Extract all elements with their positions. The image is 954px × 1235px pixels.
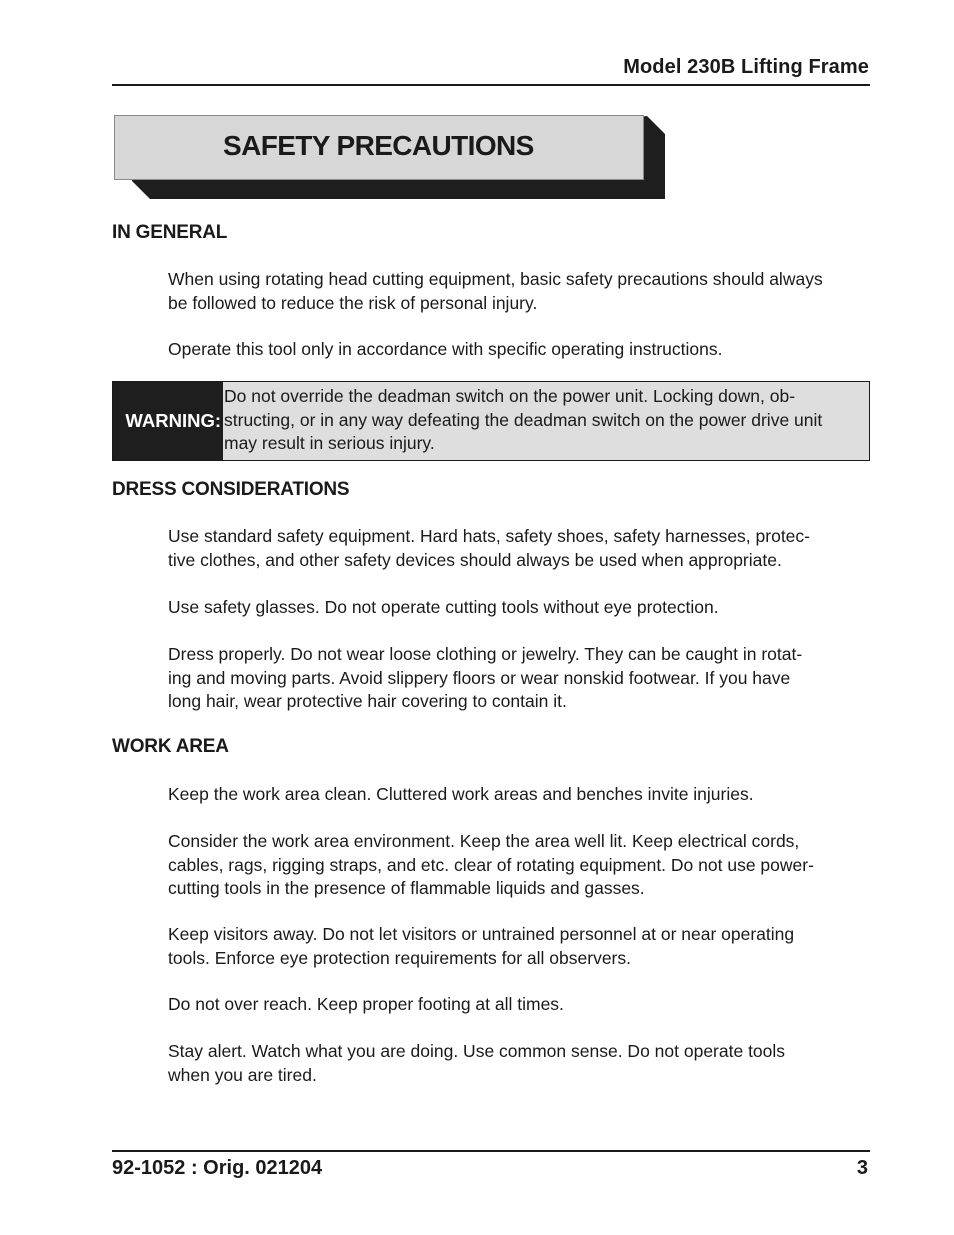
- warning-line: structing, or in any way defeating the deadman switch on the power drive unit: [224, 409, 823, 430]
- document-title: Model 230B Lifting Frame: [623, 56, 869, 78]
- section-banner: [114, 115, 644, 180]
- banner-title: SAFETY PRECAUTIONS: [223, 130, 534, 161]
- warning-box: [112, 381, 870, 461]
- paragraph: [168, 338, 873, 362]
- paragraph: [168, 1040, 873, 1087]
- paragraph-line: long hair, wear protective hair covering to contain it.: [168, 691, 567, 711]
- paragraph-line: Consider the work area environment. Keep the area well lit. Keep electrical cords,: [168, 831, 800, 851]
- paragraph-line: Stay alert. Watch what you are doing. Use common sense. Do not operate tools: [168, 1041, 786, 1061]
- paragraph-line: cables, rags, rigging straps, and etc. clear of rotating equipment. Do not use power-: [168, 854, 814, 875]
- page-number: 3: [856, 1157, 868, 1179]
- paragraph: [168, 268, 873, 315]
- paragraph-line: Use safety glasses. Do not operate cutting tools without eye protection.: [168, 597, 719, 617]
- paragraph: [168, 923, 873, 970]
- paragraph: [168, 525, 873, 572]
- warning-label: WARNING:: [113, 382, 223, 460]
- footer-rule: [112, 1150, 870, 1152]
- paragraph: [168, 830, 873, 901]
- paragraph: [168, 993, 873, 1017]
- heading-work-area: WORK AREA: [112, 736, 229, 757]
- paragraph: [168, 596, 873, 620]
- warning-line: may result in serious injury.: [224, 433, 435, 453]
- paragraph-line: When using rotating head cutting equipment, basic safety precautions should always: [168, 269, 823, 289]
- paragraph-line: tools. Enforce eye protection requirements for all observers.: [168, 947, 631, 968]
- paragraph-line: Keep the work area clean. Cluttered work areas and benches invite injuries.: [168, 784, 754, 804]
- header-rule: [112, 84, 870, 86]
- warning-text: [224, 385, 822, 456]
- paragraph-line: Dress properly. Do not wear loose clothing or jewelry. They can be caught in rotat-: [168, 644, 803, 664]
- paragraph-line: when you are tired.: [168, 1064, 317, 1085]
- paragraph-line: cutting tools in the presence of flammable liquids and gasses.: [168, 878, 645, 898]
- paragraph: [168, 643, 873, 714]
- paragraph-line: Operate this tool only in accordance with specific operating instructions.: [168, 339, 723, 359]
- paragraph-line: Keep visitors away. Do not let visitors or untrained personnel at or near operating: [168, 924, 795, 944]
- paragraph-line: ing and moving parts. Avoid slippery floors or wear nonskid footwear. If you have: [168, 667, 791, 688]
- heading-dress-considerations: DRESS CONSIDERATIONS: [112, 479, 350, 500]
- paragraph-line: Use standard safety equipment. Hard hats, safety shoes, safety harnesses, protec-: [168, 526, 810, 546]
- warning-line: Do not override the deadman switch on the power unit. Locking down, ob-: [224, 386, 796, 406]
- document-number: 92-1052 : Orig. 021204: [112, 1157, 323, 1179]
- paragraph-line: Do not over reach. Keep proper footing at all times.: [168, 994, 564, 1014]
- paragraph: [168, 783, 873, 807]
- heading-in-general: IN GENERAL: [112, 222, 228, 243]
- paragraph-line: tive clothes, and other safety devices should always be used when appropriate.: [168, 549, 782, 570]
- paragraph-line: be followed to reduce the risk of personal injury.: [168, 292, 538, 313]
